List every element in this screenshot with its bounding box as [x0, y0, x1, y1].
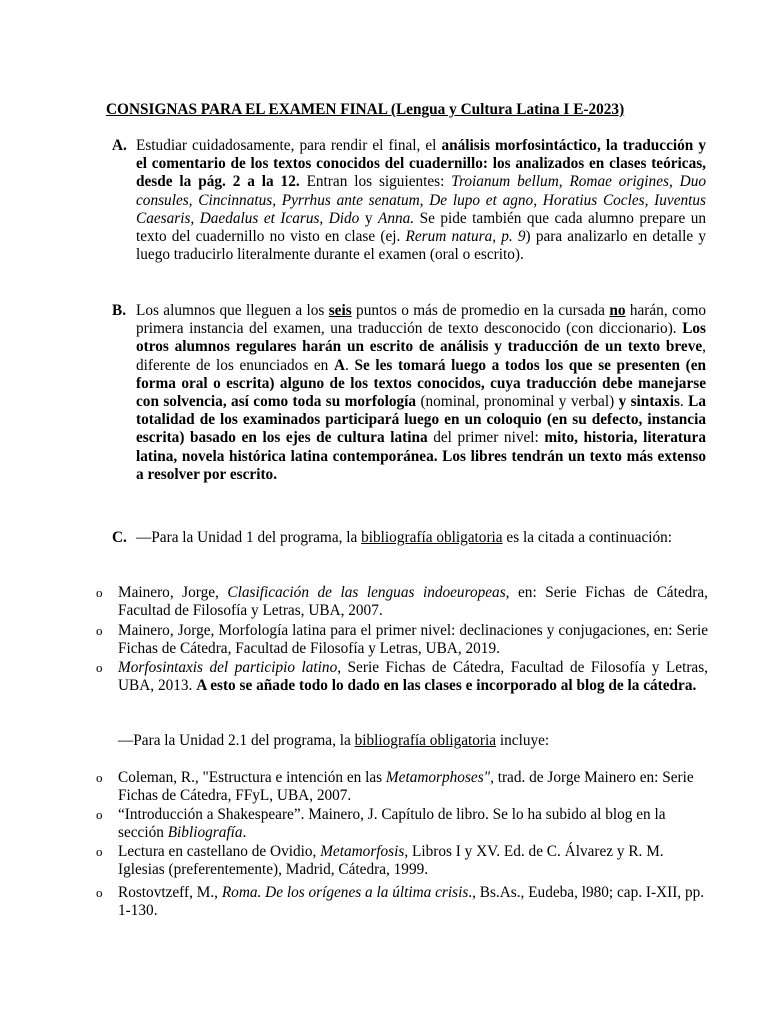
section-c [112, 529, 706, 547]
bullet-icon: o [96, 623, 103, 638]
bullet-icon: o [96, 807, 103, 822]
bullet-icon: o [96, 660, 103, 675]
page-title: CONSIGNAS PARA EL EXAMEN FINAL (Lengua y Cultura Latina I E-2023) [106, 101, 625, 118]
section-a-label: A. [112, 137, 127, 154]
section-c-text: —Para la Unidad 1 del programa, la bibliografía obligatoria es la citada a continuación: [136, 529, 673, 546]
list-item: o “Introducción a Shakespeare”. Mainero, J. Capítulo de libro. Se lo ha subido al blog en la sección Bibliografía. [96, 806, 666, 842]
bullet-icon: o [96, 844, 103, 859]
section-b-text: Los alumnos que lleguen a los seis puntos o más de promedio en la cursada no harán, como primera instancia del examen, una traducción de texto desconocido (con diccionario). Los otros alumnos regulares harán un escrito de análisis y traducción de un texto breve, diferente de los enunciados en A. Se les tomará luego a todos los que se presenten (en forma oral o escrita) alguno de los textos conocidos, cuya traducción debe manejarse con solvencia, así como toda su morfología (nominal, pronominal y verbal) y sintaxis. La totalidad de los examinados participará luego en un coloquio (en su defecto, instancia escrita) basado en los ejes de cultura latina del primer nivel: mito, historia, literatura latina, novela histórica latina contemporánea. Los libres tendrán un texto más extenso a resolver por escrito. [136, 302, 707, 483]
list-item: o Mainero, Jorge, Morfología latina para el primer nivel: declinaciones y conjugaciones, en: Serie Fichas de Cátedra, Facultad de Filosofía y Letras, UBA, 2019. [96, 622, 708, 658]
section-a [112, 137, 706, 264]
bullet-icon: o [96, 770, 103, 785]
section-a-text: Estudiar cuidadosamente, para rendir el final, el análisis morfosintáctico, la traducción y el comentario de los textos conocidos del cuadernillo: los analizados en clases teóricas, desde la pág. 2 a la 12. Entran los siguientes: Troianum bellum, Romae origines, Duo consules, Cincinnatus, Pyrrhus ante senatum, De lupo et agno, Horatius Cocles, Iuventus Caesaris, Daedalus et Icarus, Dido y Anna. Se pide también que cada alumno prepare un texto del cuadernillo no visto en clase (ej. Rerum natura, p. 9) para analizarlo en detalle y luego traducirlo literalmente durante el examen (oral o escrito). [136, 137, 707, 264]
list-item: o Coleman, R., "Estructura e intención en las Metamorphoses", trad. de Jorge Mainero en: Serie Fichas de Cátedra, FFyL, UBA, 2007. [96, 769, 694, 805]
section-b [112, 302, 706, 484]
list-item: o Lectura en castellano de Ovidio, Metamorfosis, Libros I y XV. Ed. de C. Álvarez y R. M. Iglesias (preferentemente), Madrid, Cátedra, 1999. [96, 843, 664, 879]
list-item: o Mainero, Jorge, Clasificación de las lenguas indoeuropeas, en: Serie Fichas de Cátedra, Facultad de Filosofía y Letras, UBA, 2007. [96, 584, 708, 620]
section-c-label: C. [112, 529, 127, 546]
bullet-icon: o [96, 885, 103, 900]
section-b-label: B. [112, 302, 127, 319]
list-item: o Morfosintaxis del participio latino, Serie Fichas de Cátedra, Facultad de Filosofía y Letras, UBA, 2013. A esto se añade todo lo dado en las clases e incorporado al blog de la cátedra. [96, 659, 708, 695]
list-item: o Rostovtzeff, M., Roma. De los orígenes a la última crisis., Bs.As., Eudeba, l980; cap. I-XII, pp. 1-130. [96, 884, 705, 920]
bullet-icon: o [96, 585, 103, 600]
unit-2-intro: —Para la Unidad 2.1 del programa, la bibliografía obligatoria incluye: [118, 732, 550, 749]
